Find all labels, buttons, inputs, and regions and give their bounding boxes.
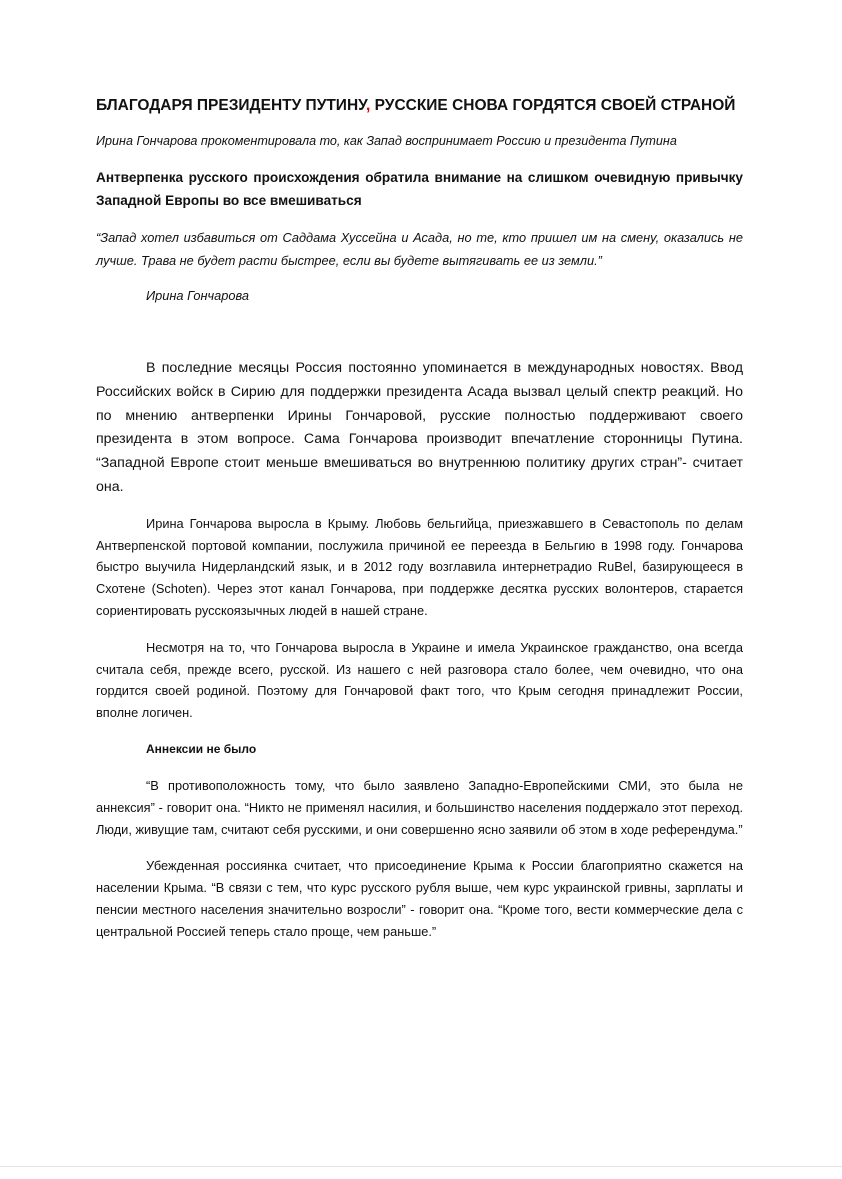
title-part-1: БЛАГОДАРЯ ПРЕЗИДЕНТУ ПУТИНУ: [96, 97, 367, 114]
pull-quote: “Запад хотел избавиться от Саддама Хуссейна и Асада, но те, кто пришел им на смену, оказались не лучше. Трава не будет расти быстрее, если вы будете вытягивать ее из земли.”: [96, 230, 743, 268]
page-edge-divider: [0, 1166, 842, 1167]
document-page: [96, 92, 743, 958]
paragraph-3: Несмотря на то, что Гончарова выросла в Украине и имела Украинское гражданство, она всегда считала себя, прежде всего, русской. Из нашего с ней разговора стало более, чем очевидно, что она гордится своей родиной. Поэтому для Гончаровой факт того, что Крым сегодня принадлежит России, вполне логичен.: [96, 639, 743, 721]
section-heading: Аннексии не было: [146, 741, 257, 756]
lead-paragraph: В последние месяцы Россия постоянно упоминается в международных новостях. Ввод Российских войск в Сирию для поддержки президента Асада вызвал целый спектр реакций. Но по мнению антверпенки Ирины Гончаровой, русские полностью поддерживают своего президента в этом вопросе. Сама Гончарова производит впечатление сторонницы Путина. “Западной Европе стоит меньше вмешиваться во внутреннюю политику других стран”- считает она.: [96, 360, 743, 495]
title-comma: ,: [366, 97, 371, 114]
quote-author: Ирина Гончарова: [146, 288, 249, 303]
paragraph-5: Убежденная россиянка считает, что присоединение Крыма к России благоприятно скажется на населении Крыма. “В связи с тем, что курс русского рубля выше, чем курс украинской гривны, зарплаты и пенсии местного населения значительно возросли” - говорит она. “Кроме того, вести коммерческие дела с центральной Россией теперь стало проще, чем раньше.”: [96, 858, 743, 939]
paragraph-4: “В противоположность тому, что было заявлено Западно-Европейскими СМИ, это была не аннексия” - говорит она. “Никто не применял насилия, и большинство населения поддержало этот переход. Люди, живущие там, считают себя русскими, и они совершенно ясно заявили об этом в ходе референдума.”: [96, 777, 743, 837]
paragraph-2: Ирина Гончарова выросла в Крыму. Любовь бельгийца, приезжавшего в Севастополь по делам Антверпенской портовой компании, послужила причиной ее переезда в Бельгию в 1998 году. Гончарова быстро выучила Нидерландский язык, и в 2012 году возглавила интернетрадио RuBel, базирующееся в Схотене (Schoten). Через этот канал Гончарова, при поддержке десятка русских волонтеров, старается сориентировать русскоязычных людей в нашей стране.: [96, 515, 743, 618]
article-subtitle: Ирина Гончарова прокоментировала то, как Запад воспринимает Россию и президента Путина: [96, 134, 677, 148]
article-title: [96, 92, 743, 119]
title-part-2: РУССКИЕ СНОВА ГОРДЯТСЯ СВОЕЙ СТРАНОЙ: [370, 97, 736, 114]
article-subheading: Антверпенка русского происхождения обратила внимание на слишком очевидную привычку Западной Европы во все вмешиваться: [96, 170, 743, 208]
